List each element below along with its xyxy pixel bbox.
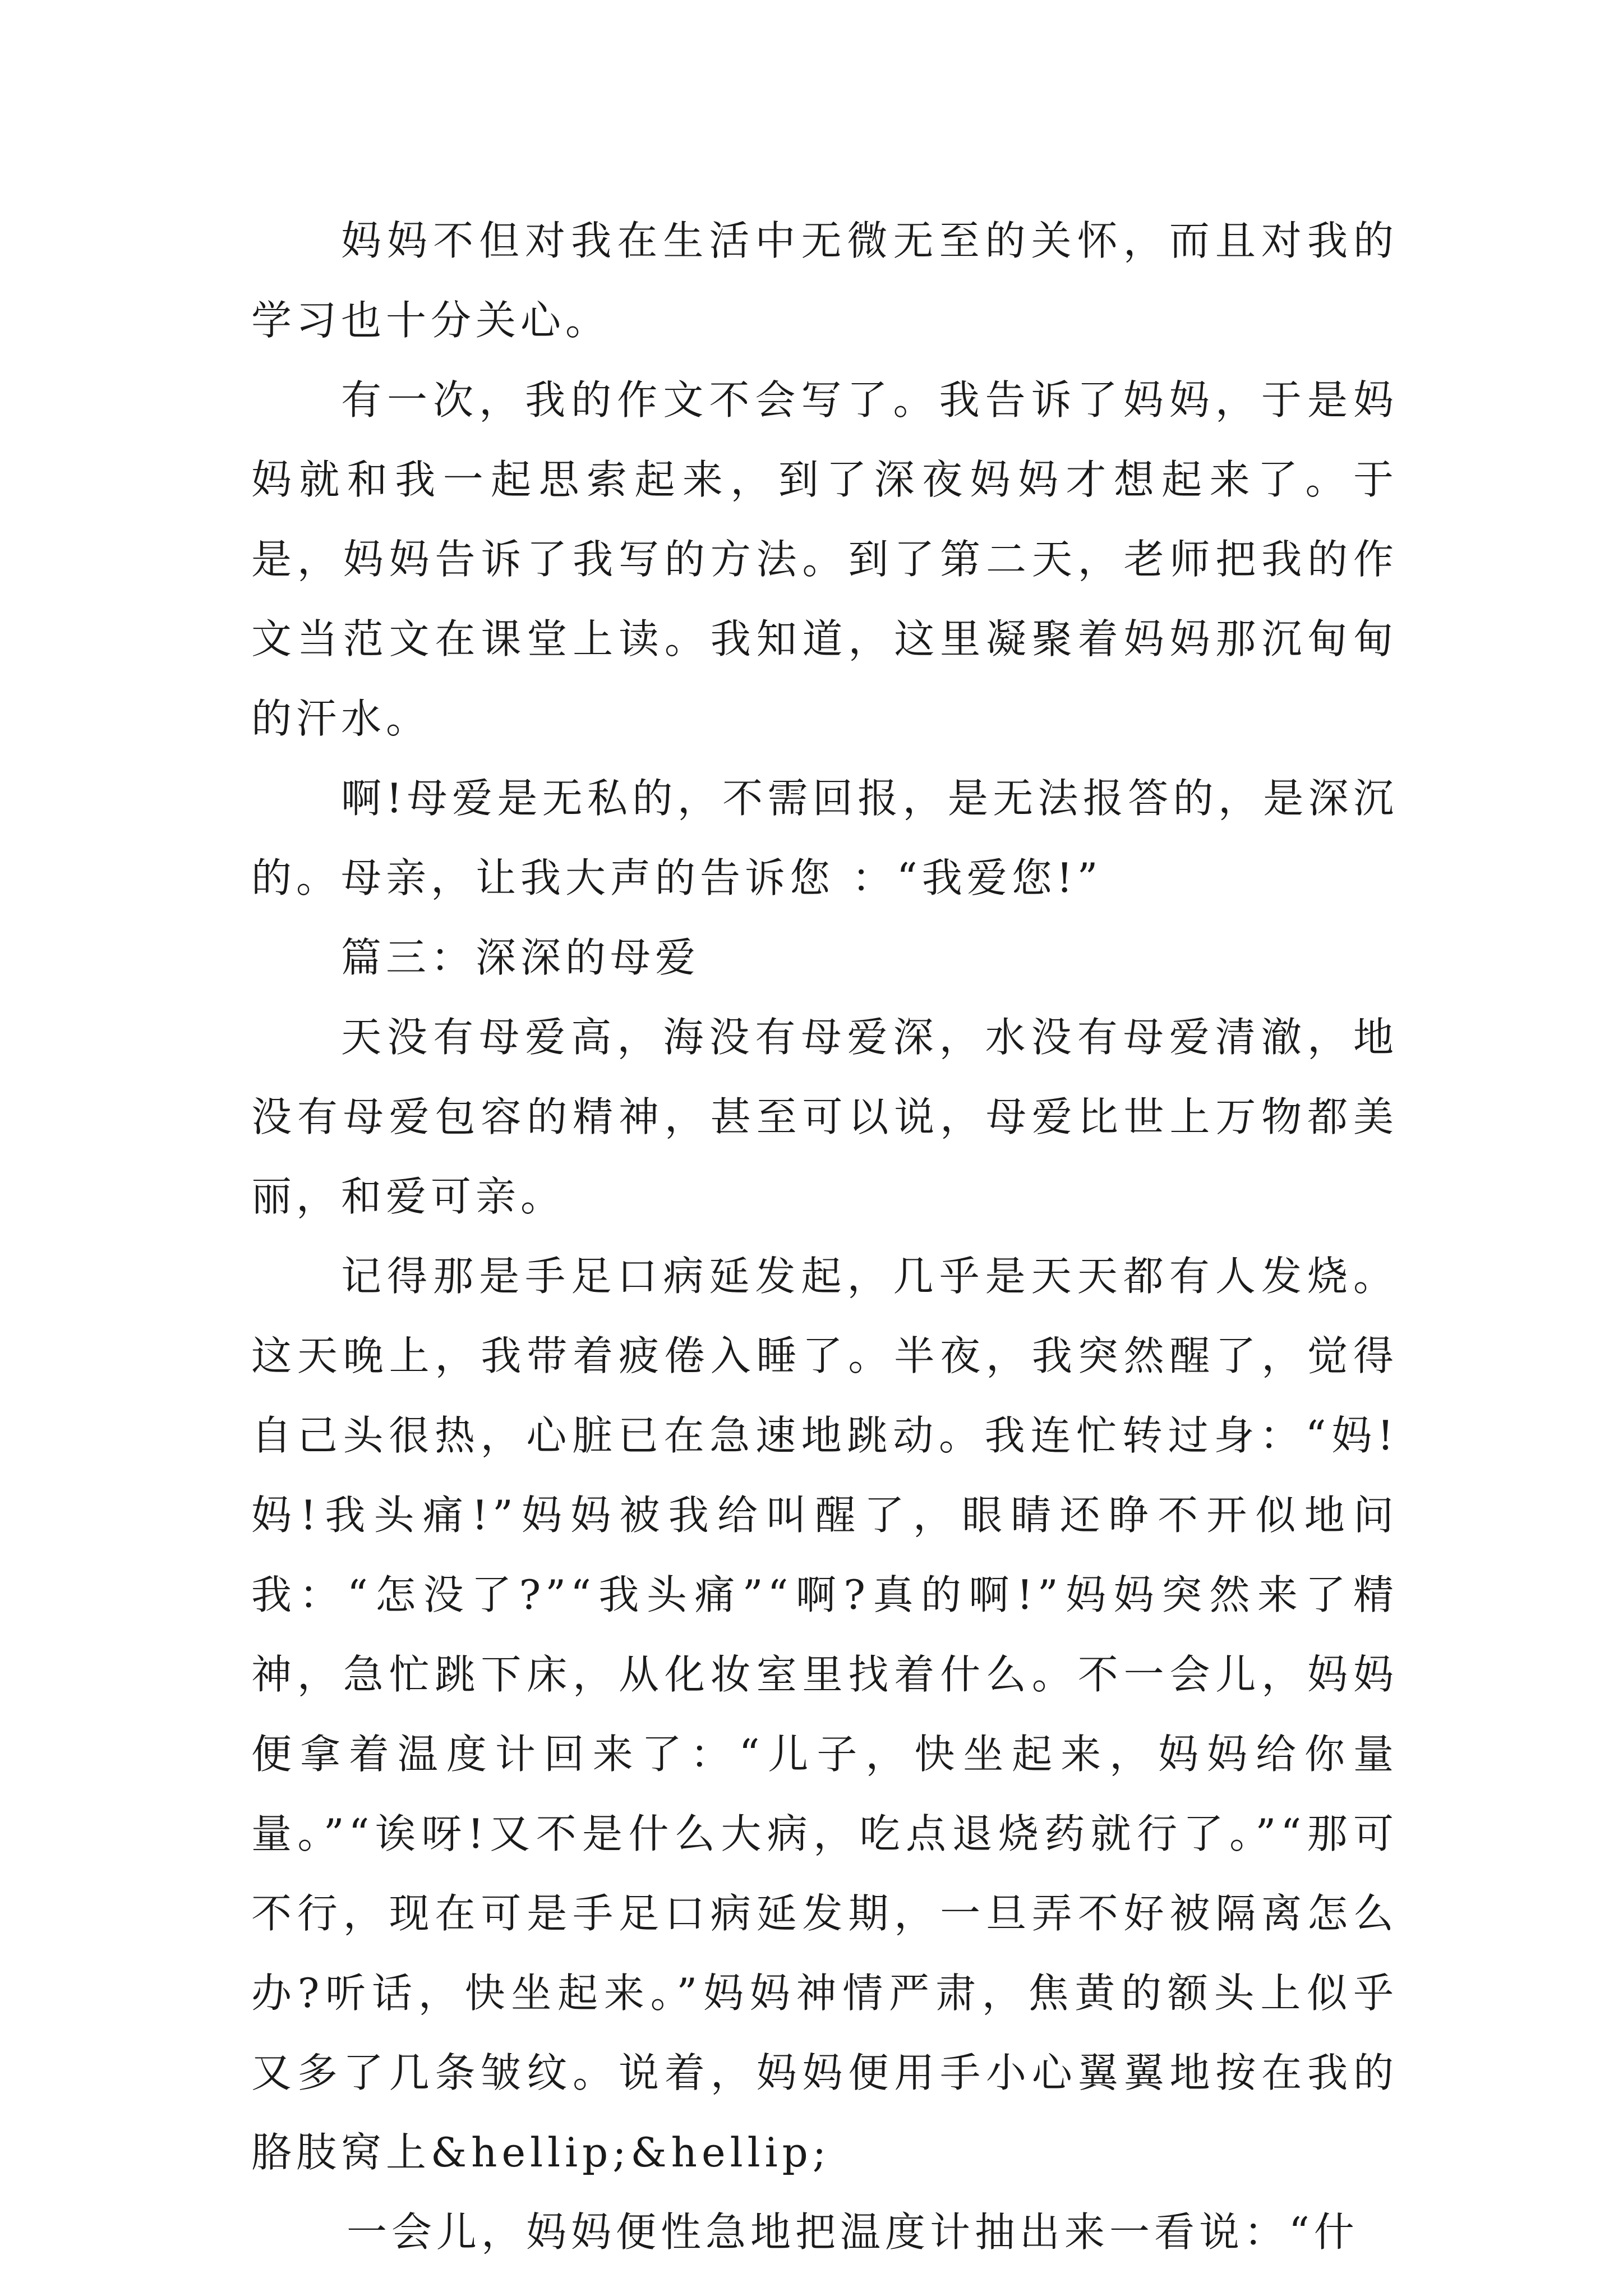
paragraph-essay: 有一次，我的作文不会写了。我告诉了妈妈，于是妈妈就和我一起思索起来，到了深夜妈妈才想起来了。于是，妈妈告诉了我写的方法。到了第二天，老师把我的作文当范文在课堂上读。我知道，这里凝聚着妈妈那沉甸甸的汗水。 xyxy=(251,376,1398,742)
paragraph-thermometer: 一会儿，妈妈便性急地把温度计抽出来一看说：“什 xyxy=(347,2208,1359,2256)
paragraph-love: 啊!母爱是无私的，不需回报，是无法报答的，是深沉的。母亲，让我大声的告诉您 ：“我爱您!” xyxy=(251,775,1398,901)
section-heading: 篇三：深深的母爱 xyxy=(341,934,700,981)
paragraph-sky: 天没有母爱高，海没有母爱深，水没有母爱清澈，地没有母爱包容的精神，甚至可以说，母爱比世上万物都美丽，和爱可亲。 xyxy=(251,1014,1398,1220)
paragraph-care: 妈妈不但对我在生活中无微无至的关怀，而且对我的学习也十分关心。 xyxy=(251,217,1398,344)
paragraph-fever: 记得那是手足口病延发起，几乎是天天都有人发烧。这天晚上，我带着疲倦入睡了。半夜，我突然醒了，觉得自己头很热，心脏已在急速地跳动。我连忙转过身：“妈!妈!我头痛!”妈妈被我给叫醒了，眼睛还睁不开似地问我：“怎没了?”“我头痛”“啊?真的啊!”妈妈突然来了精神，急忙跳下床，从化妆室里找着什么。不一会儿，妈妈便拿着温度计回来了：“儿子，快坐起来，妈妈给你量量。”“诶呀!又不是什么大病，吃点退烧药就行了。”“那可不行，现在可是手足口病延发期，一旦弄不好被隔离怎么办?听话，快坐起来。”妈妈神情严肃，焦黄的额头上似乎又多了几条皱纹。说着，妈妈便用手小心翼翼地按在我的胳肢窝上&hellip;&hellip; xyxy=(251,1253,1398,2176)
article-body xyxy=(251,201,1398,2272)
